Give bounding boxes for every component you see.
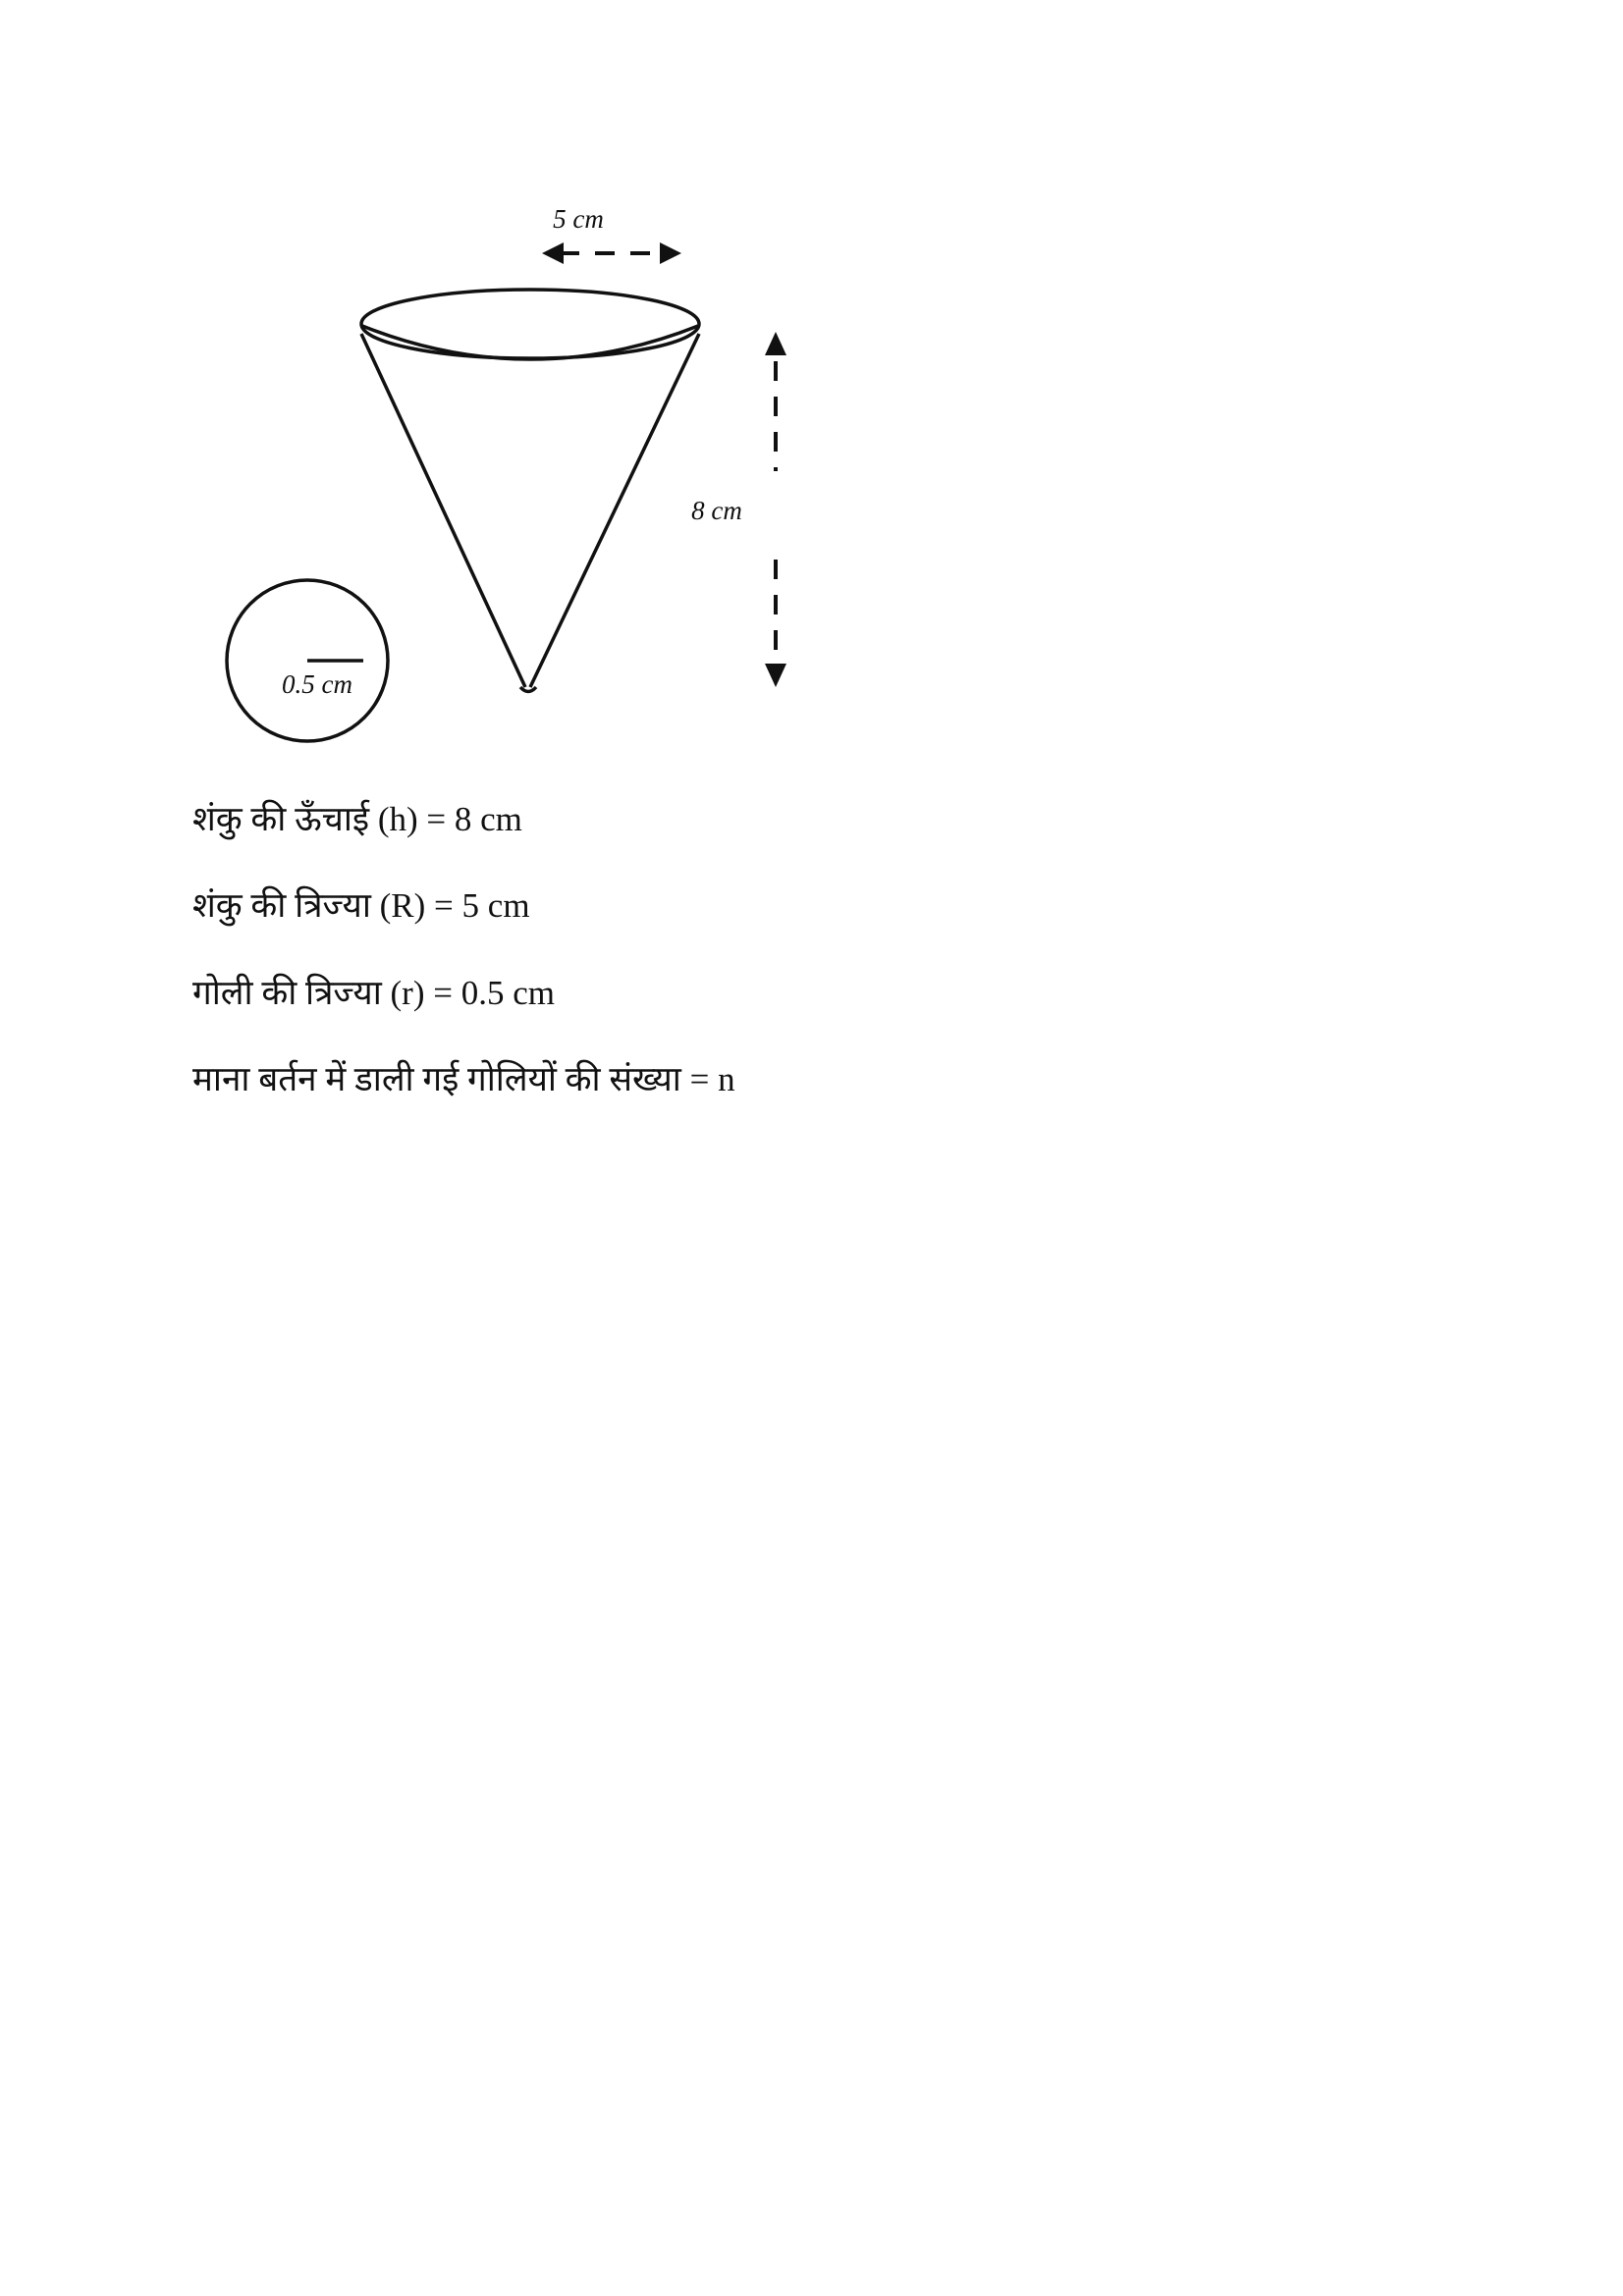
- statement-line-3: गोली की त्रिज्या (r) = 0.5 cm: [192, 973, 555, 1012]
- top-dimension-right-arrow-icon: [660, 242, 681, 264]
- diagram-figure: [0, 0, 1623, 785]
- diagram-svg: [0, 0, 1623, 785]
- marble-radius-label: 0.5 cm: [282, 669, 352, 699]
- statement-line-2: शंकु की त्रिज्या (R) = 5 cm: [192, 886, 530, 926]
- cone-rim-front-arc: [362, 326, 698, 359]
- cone-shape: [361, 334, 699, 692]
- top-radius-label: 5 cm: [553, 204, 604, 234]
- top-radius-dimension: [542, 242, 681, 264]
- statement-text-block: [192, 800, 1371, 1147]
- height-dimension-bottom-arrow-icon: [765, 664, 786, 687]
- cone-left-slant: [361, 334, 525, 687]
- top-dimension-left-arrow-icon: [542, 242, 564, 264]
- cone-apex: [520, 687, 536, 692]
- cone-rim-ellipse: [361, 290, 699, 358]
- height-dimension: [765, 332, 786, 687]
- statement-line-1: शंकु की ऊँचाई (h) = 8 cm: [192, 800, 522, 838]
- statement-line-4: माना बर्तन में डाली गई गोलियों की संख्या = n: [192, 1059, 735, 1098]
- height-dimension-top-arrow-icon: [765, 332, 786, 355]
- cone-right-slant: [530, 334, 699, 687]
- height-label: 8 cm: [691, 496, 742, 525]
